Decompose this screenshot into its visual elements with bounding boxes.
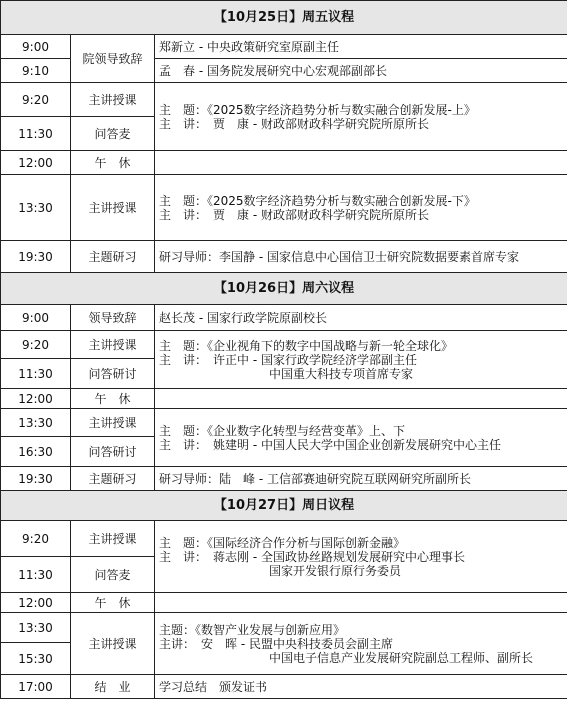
content-cell: 赵长茂 - 国家行政学院原副校长 xyxy=(155,305,567,331)
speaker-line: 主讲： 安 晖 - 民盟中央科技委员会副主席 xyxy=(159,636,393,651)
time-cell: 9:20 xyxy=(1,83,71,117)
content-cell xyxy=(155,151,567,175)
speaker-line: 主 讲： 贾 康 - 财政部财政科学研究院所原所长 xyxy=(159,207,429,222)
activity-cell: 结 业 xyxy=(71,675,155,699)
content-cell: 学习总结 颁发证书 xyxy=(155,675,567,699)
activity-cell: 主题研习 xyxy=(71,241,155,273)
topic-line: 主 题：《企业数字化转型与经营变革》上、下 xyxy=(159,423,406,438)
activity-cell: 主讲授课 xyxy=(71,409,155,437)
content-cell xyxy=(155,593,567,613)
content-cell xyxy=(155,175,567,241)
time-cell: 13:30 xyxy=(1,613,71,643)
activity-cell: 主题研习 xyxy=(71,467,155,491)
time-cell: 13:30 xyxy=(1,175,71,241)
content-cell: 研习导师：李国静 - 国家信息中心国信卫士研究院数据要素首席专家 xyxy=(155,241,567,273)
activity-cell: 主讲授课 xyxy=(71,331,155,359)
time-cell: 15:30 xyxy=(1,643,71,675)
content-cell xyxy=(155,409,567,467)
activity-cell: 问答研讨 xyxy=(71,437,155,467)
time-cell: 12:00 xyxy=(1,593,71,613)
activity-cell: 问答研讨 xyxy=(71,359,155,389)
content-cell: 孟 春 - 国务院发展研究中心宏观部副部长 xyxy=(155,59,567,83)
time-cell: 9:20 xyxy=(1,521,71,557)
time-cell: 11:30 xyxy=(1,557,71,593)
topic-line: 主 题：《企业视角下的数字中国战略与新一轮全球化》 xyxy=(159,338,454,353)
speaker-line: 中国电子信息产业发展研究院副总工程师、副所长 xyxy=(269,650,534,665)
activity-cell: 问答麦 xyxy=(71,557,155,593)
topic-line: 主 题：《2025数字经济趋势分析与数实融合创新发展-上》 xyxy=(159,102,476,117)
activity-cell: 午 休 xyxy=(71,593,155,613)
speaker-line: 主 讲： 许正中 - 国家行政学院经济学部副主任 xyxy=(159,352,417,367)
day-header: 【10月26日】周六议程 xyxy=(1,273,567,305)
day-header: 【10月27日】周日议程 xyxy=(1,491,567,521)
content-cell xyxy=(155,521,567,593)
speaker-line: 主 讲： 蒋志刚 - 全国政协丝路规划发展研究中心理事长 xyxy=(159,549,465,564)
time-cell: 9:00 xyxy=(1,305,71,331)
speaker-line: 主 讲： 姚建明 - 中国人民大学中国企业创新发展研究中心主任 xyxy=(159,437,501,452)
activity-cell: 领导致辞 xyxy=(71,305,155,331)
time-cell: 9:20 xyxy=(1,331,71,359)
topic-line: 主题：《数智产业发展与创新应用》 xyxy=(159,622,346,637)
time-cell: 19:30 xyxy=(1,467,71,491)
time-cell: 9:00 xyxy=(1,35,71,59)
activity-cell: 主讲授课 xyxy=(71,521,155,557)
content-cell xyxy=(155,613,567,675)
time-cell: 16:30 xyxy=(1,437,71,467)
content-cell xyxy=(155,389,567,409)
activity-cell: 主讲授课 xyxy=(71,175,155,241)
time-cell: 9:10 xyxy=(1,59,71,83)
content-cell: 郑新立 - 中央政策研究室原副主任 xyxy=(155,35,567,59)
time-cell: 13:30 xyxy=(1,409,71,437)
topic-line: 主 题：《国际经济合作分析与国际创新金融》 xyxy=(159,535,406,550)
activity-cell: 问答麦 xyxy=(71,117,155,151)
time-cell: 17:00 xyxy=(1,675,71,699)
time-cell: 12:00 xyxy=(1,389,71,409)
speaker-line: 主 讲： 贾 康 - 财政部财政科学研究院所原所长 xyxy=(159,116,429,131)
activity-cell: 主讲授课 xyxy=(71,83,155,117)
content-cell xyxy=(155,331,567,389)
content-cell xyxy=(155,83,567,151)
speaker-line: 中国重大科技专项首席专家 xyxy=(269,366,414,381)
time-cell: 11:30 xyxy=(1,117,71,151)
content-cell: 研习导师：陆 峰 - 工信部赛迪研究院互联网研究所副所长 xyxy=(155,467,567,491)
activity-cell: 主讲授课 xyxy=(71,613,155,675)
activity-cell: 午 休 xyxy=(71,389,155,409)
activity-cell: 院领导致辞 xyxy=(71,35,155,83)
topic-line: 主 题：《2025数字经济趋势分析与数实融合创新发展-下》 xyxy=(159,193,476,208)
time-cell: 12:00 xyxy=(1,151,71,175)
speaker-line: 国家开发银行原行务委员 xyxy=(269,563,402,578)
time-cell: 19:30 xyxy=(1,241,71,273)
activity-cell: 午 休 xyxy=(71,151,155,175)
day-header: 【10月25日】周五议程 xyxy=(1,1,567,35)
time-cell: 11:30 xyxy=(1,359,71,389)
